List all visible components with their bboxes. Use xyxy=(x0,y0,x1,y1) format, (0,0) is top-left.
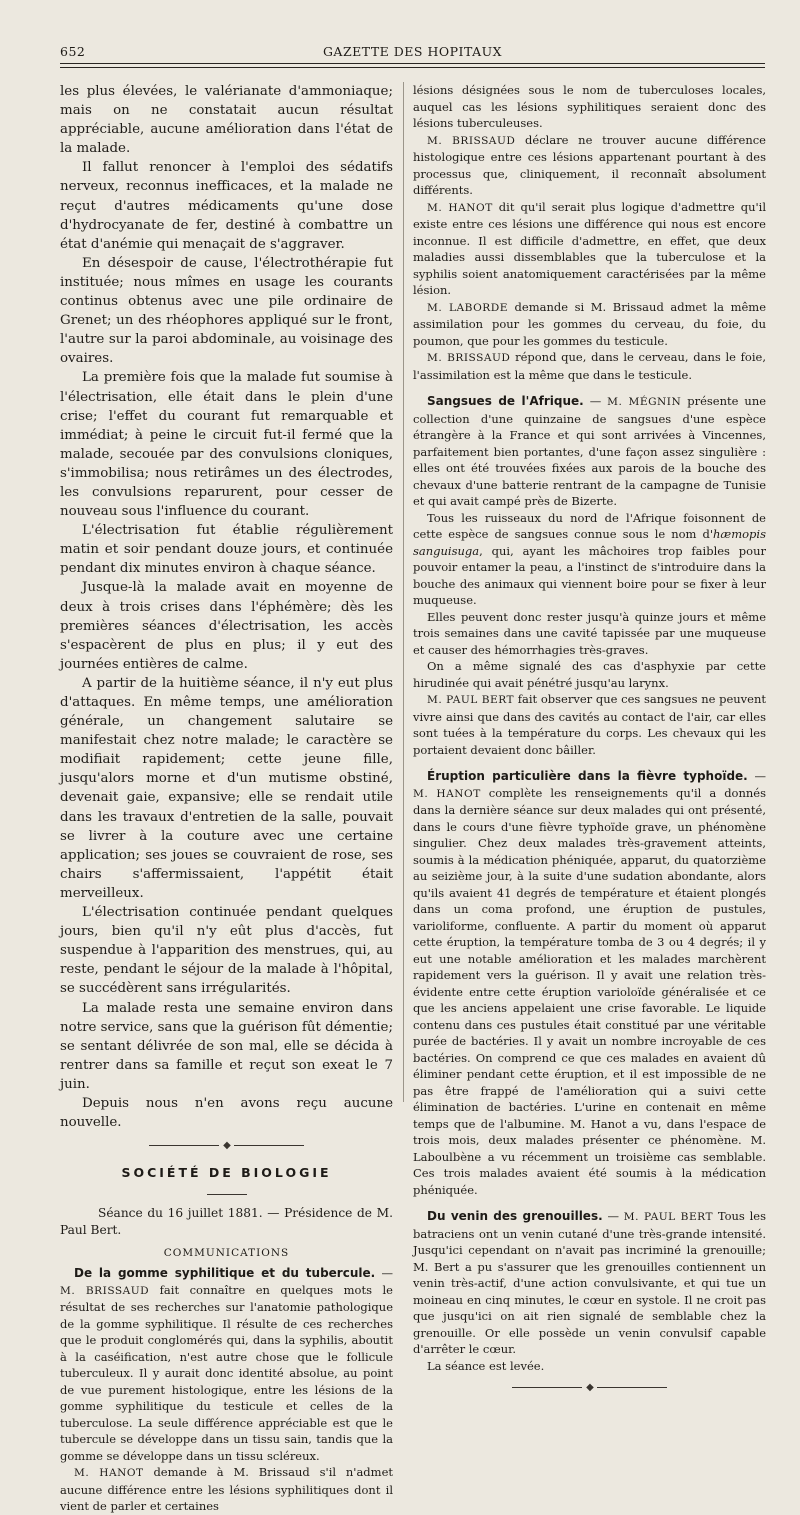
communication-title: Du venin des grenouilles. xyxy=(427,1209,603,1223)
seance-line: Séance du 16 juillet 1881. — Présidence de M. Paul Bert. xyxy=(60,1206,393,1238)
paragraph: A partir de la huitième séance, il n'y eut plus d'attaques. En même temps, une amélioration générale, un changement salutaire se manifestait chez notre malade; le caractère se modifiait rapidement; cette jeune fille, jusqu'alors morne et d'un mutisme obstiné, devenait gaie, expansive; elle se rendait utile dans les travaux d'entretien de la salle, pouvait se livrer à la couture avec une certaine application; ses joues se couvraient de rose, ses chairs s'affermissaient, l'appétit était merveilleux. xyxy=(60,675,393,901)
journal-title: GAZETTE DES HOPITAUX xyxy=(322,44,503,59)
paragraph: L'électrisation fut établie régulièrement matin et soir pendant douze jours, et continuée pendant dix minutes environ à chaque séance. xyxy=(60,523,393,577)
header-double-rule xyxy=(60,63,765,68)
communication-text: dit qu'il serait plus logique d'admettre qu'il existe entre ces lésions une différence qui nous est encore inconnue. Il est difficile d'admettre, en effet, que deux maladies aussi dissemblables que la tuberculose et la syphilis soient anatomiquement caractérisées par la même lésion. xyxy=(413,199,766,297)
paragraph: Elles peuvent donc rester jusqu'à quinze jours et même trois semaines dans une cavité tapissée par une muqueuse et causer des hémorrhagies très-graves. xyxy=(413,609,766,657)
speaker-name: M. HANOT xyxy=(413,787,481,800)
closing-line: La séance est levée. xyxy=(427,1358,545,1373)
gomme-communication: De la gomme syphilitique et du tubercule. — M. BRISSAUD fait connaître en quelques mots le résultat de ses recherches sur l'anatomie pathologique de la gomme syphilitique. Il résulte de ces recherches que le produit conglomérés qui, dans la syphilis, aboutit à la caséification, n'est autre chose que le follicule tuberculeux. Il y aurait donc identité absolue, au point de vue purement histologique, entre les lésions de la gomme syphilitique du testicule et celles de la tuberculose. La seule différence appréciable est que le tubercule se développe dans un tissu sain, tandis que la gomme se développe dans un tissu scléreux. M. HANOT demande à M. Brissaud s'il n'admet aucune différence entre les lésions syphilitiques dont il vient de parler et certaines xyxy=(60,1266,393,1514)
left-column xyxy=(60,82,393,1515)
speaker-name: M. PAUL BERT xyxy=(427,694,515,706)
speaker-name: M. BRISSAUD xyxy=(427,134,516,147)
communications-heading: COMMUNICATIONS xyxy=(163,1247,290,1260)
communication-text: fait observer que ces sangsues ne peuvent vivre ainsi que dans des cavités au contact de l'air, car elles sont tuées à la température du corps. Les chevaux qui les portaient devaient donc bâiller. xyxy=(413,692,767,757)
speaker-name: M. HANOT xyxy=(427,201,493,214)
speaker-name: M. MÉGNIN xyxy=(607,396,682,408)
communication-text: complète les renseignements qu'il a donnés dans la dernière séance sur deux malades qui ont présenté, dans le cours d'une fièvre typhoïde grave, un phénomène singulier. Chez deux malades très-gravement atteints, soumis à la médication phéniquée, apparut, du quatorzième au seizième jour, à la suite d'une sudation abondante, alors qu'ils avaient 41 degrés de température et étaient plongés dans un coma profond, une éruption de pustules, varioliforme, confluente. A partir du moment où apparut cette éruption, la température tomba de 3 ou 4 degrés; il y eut une notable amélioration et les malades marchèrent rapidement vers la guérison. Il y avait une relation très-évidente entre cette éruption varioloïde généralisée et ce que les anciens appelaient une crise favorable. Le liquide contenu dans ces pustules était constitué par une véritable purée de bactéries. Il y avait un nombre incroyable de ces bactéries. On comprend ce que ces malades en avaient dû éliminer pendant cette éruption, et il est impossible de ne pas être frappé de l'amélioration qui a suivi cette élimination de bactéries. L'urine en contenait en même temps que de l'albumine. M. Hanot a vu, dans l'espace de trois mois, deux malades présenter ce phénomène. M. Laboulbène a vu récemment un troisième cas semblable. Ces trois malades avaient été soumis à la médication phéniquée. xyxy=(413,785,767,1197)
right-column: lésions désignées sous le nom de tuberculoses locales, auquel cas les lésions syphilitiques seraient donc des lésions tuberculeuses. M. BRISSAUD déclare ne trouver aucune différence histologique entre ces lésions appartenant pourtant à des processus que, cliniquement, il reconnaît absolument différents. M. HANOT dit qu'il serait plus logique d'admettre qu'il existe entre ces lésions une différence qui nous est encore inconnue. Il est difficile d'admettre, en effet, que deux maladies aussi dissemblables que la tuberculose et la syphilis soient anatomiquement caractérisées par la même lésion. M. LABORDE demande si M. Brissaud admet la même assimilation pour les gommes du cerveau, du foie, du poumon, que pour les gommes du testicule. M. BRISSAUD répond que, dans le cerveau, dans le foie, l'assimilation est la même que dans le testicule. Sangsues de l'Afrique. — M. MÉGNIN présente une collection d'une quinzaine de sangsues d'une espèce étrangère à la France et qui sont arrivées à Vincennes, parfaitement bien portantes, d'une façon assez singulière : elles ont été trouvées fixées aux parois de la bouche des chevaux d'une batterie rentrant de la campagne de Tunisie et qui avait campé près de Bizerte. Tous les ruisseaux du nord de l'Afrique foisonnent de cette espèce de sangsues connue sous le nom d'hæmopis sanguisuga, qui, ayant les mâchoires trop faibles pour pouvoir entamer la peau, a l'instinct de s'introduire dans la bouche des animaux qui viennent boire pour se fixer à leur muqueuse. Elles peuvent donc rester jusqu'à quinze jours et même trois semaines dans une cavité tapissée par une muqueuse et causer des hémorrhagies très-graves. On a même signalé des cas d'asphyxie par cette hirudinée qui avait pénétré jusqu'au larynx. M. PAUL BERT fait observer que ces sangsues ne peuvent vivre ainsi que dans des cavités au contact de l'air, car elles sont tuées à la température du corps. Les chevaux qui les portaient devaient donc bâiller. Éruption particulière dans la fièvre typhoïde. — M. HANOT complète les renseignements qu'il a donnés dans la dernière séance sur deux malades qui ont présenté, dans le cours d'une fièvre typhoïde grave, un phénomène singulier. Chez deux malades très-gravement atteints, soumis à la médication phéniquée, apparut, du quatorzième au seizième jour, à la suite d'une sudation abondante, alors qu'ils avaient 41 degrés de température et étaient plongés dans un coma profond, une éruption de pustules, varioliforme, confluente. A partir du moment où apparut cette éruption, la température tomba de 3 ou 4 degrés; il y eut une notable amélioration et les malades marchèrent rapidement vers la guérison. Il y avait une relation très-évidente entre cette éruption varioloïde généralisée et ce que les anciens appelaient une crise favorable. Le liquide contenu dans ces pustules était constitué par une véritable purée de bactéries. Il y avait un nombre incroyable de ces bactéries. On comprend ce que ces malades en avaient dû éliminer pendant cette éruption, et il est impossible de ne pas être frappé de l'amélioration qui a suivi cette élimination de bactéries. L'urine en contenait en même temps que de l'albumine. M. Hanot a vu, dans l'espace de trois mois, deux malades présenter ce phénomène. M. Laboulbène a vu récemment un troisième cas semblable. Ces trois malades avaient été soumis à la médication phéniquée. Du venin des grenouilles. — M. PAUL BERT Tous les batraciens ont un venin cutané d'une très-grande intensité. Jusqu'ici cependant on n'avait pas incriminé la grenouille; M. Bert a pu s'assurer que les grenouilles contiennent un venin très-actif, d'une action convulsivante, et qui tue un moineau en cinq minutes, le cœur en systole. Il ne croit pas que jusqu'ici on ait rien signalé de semblable chez la grenouille. Or elle possède un venin convulsif capable d'arrêter le cœur. La séance est levée. ◆ xyxy=(413,83,767,1393)
speaker-name: M. PAUL BERT xyxy=(623,1211,714,1223)
communication-title: De la gomme syphilitique et du tubercule. xyxy=(74,1266,376,1281)
paragraph: La première fois que la malade fut soumise à l'électrisation, elle était dans le plein d'une crise; l'effet du courant fut remarquable et immédiat; à peine le circuit fut-il fermé que la malade, secouée par des convulsions cloniques, s'immobilisa; nous retirâmes un des électrodes, les convulsions reparurent, pour cesser de nouveau sous l'influence du courant. xyxy=(60,370,393,520)
communication-title: Sangsues de l'Afrique. xyxy=(427,394,584,408)
paragraph: Depuis nous n'en avons reçu aucune nouvelle. xyxy=(60,1095,393,1131)
speaker-name: M. HANOT xyxy=(74,1467,144,1480)
communication-text: , qui, ayant les mâchoires trop faibles pour pouvoir entamer la peau, a l'instinct de s'introduire dans la bouche des animaux qui viennent boire pour se fixer à leur muqueuse. xyxy=(413,543,766,607)
section-ornament: ◆ xyxy=(60,1140,393,1151)
communication-text: répond que, dans le cerveau, dans le foie, l'assimilation est la même que dans le testicule. xyxy=(413,350,766,382)
communication-text: Tous les ruisseaux du nord de l'Afrique foisonnent de cette espèce de sangsues connue sous le nom d' xyxy=(413,510,766,541)
section-title-rule xyxy=(207,1194,247,1195)
communication-text: Tous les batraciens ont un venin cutané d'une très-grande intensité. Jusqu'ici cependant on n'avait pas incriminé la grenouille; M. Bert a pu s'assurer que les grenouilles contiennent un venin très-actif, d'une action convulsivante, et qui tue un moineau en cinq minutes, le cœur en systole. Il ne croit pas que jusqu'ici on ait rien signalé de semblable chez la grenouille. Or elle possède un venin convulsif capable d'arrêter le cœur. xyxy=(413,1209,767,1356)
communication-text: déclare ne trouver aucune différence histologique entre ces lésions appartenant pourtant à des processus que, cliniquement, il reconnaît absolument différents. xyxy=(413,132,766,197)
paragraph: En désespoir de cause, l'électrothérapie fut instituée; nous mîmes en usage les courants continus obtenus avec une pile ordinaire de Grenet; un des rhéophores appliqué sur le front, l'autre sur la paroi abdominale, au voisinage des ovaires. xyxy=(60,255,393,367)
communication-text: demande si M. Brissaud admet la même assimilation pour les gommes du cerveau, du foie, du poumon, que pour les gommes du testicule. xyxy=(413,299,767,348)
paragraph: L'électrisation continuée pendant quelques jours, bien qu'il n'y eût plus d'accès, fut suspendue à l'apparition des menstrues, qui, au reste, pendant le séjour de la malade à l'hôpital, se succédèrent sans irrégularités. xyxy=(60,905,393,997)
communication-title: Éruption particulière dans la fièvre typhoïde. xyxy=(427,769,748,783)
page-header xyxy=(60,44,765,64)
article-continuation xyxy=(60,82,393,1132)
page-number: 652 xyxy=(60,44,86,59)
speaker-name: M. BRISSAUD xyxy=(60,1284,150,1297)
end-ornament: ◆ xyxy=(413,1382,766,1393)
speaker-name: M. LABORDE xyxy=(427,301,508,314)
communication-text: présente une collection d'une quinzaine de sangsues d'une espèce étrangère à la France et qui sont arrivées à Vincennes, parfaitement bien portantes, d'une façon assez singulière : elles ont été trouvées fixées aux parois de la bouche des chevaux d'une batterie rentrant de la campagne de Tunisie et qui avait campé près de Bizerte. xyxy=(413,394,767,508)
speaker-name: M. BRISSAUD xyxy=(427,352,511,364)
paragraph: les plus élevées, le valérianate d'ammoniaque; mais on ne constatait aucun résultat appréciable, aucune amélioration dans l'état de la malade. xyxy=(60,84,393,157)
communication-text: demande à M. Brissaud s'il n'admet aucune différence entre les lésions syphilitiques dont il vient de parler et certaines xyxy=(60,1465,393,1514)
paragraph: Jusque-là la malade avait en moyenne de deux à trois crises dans l'éphémère; dès les premières séances d'électrisation, les accès s'espacèrent de plus en plus; il y eut des journées entières de calme. xyxy=(60,580,393,672)
paragraph: Il fallut renoncer à l'emploi des sédatifs nerveux, reconnus inefficaces, et la malade ne reçut d'autres médicaments qu'une dose d'hydrocyanate de fer, destiné à combattre un état d'anémie qui menaçait de s'aggraver. xyxy=(60,160,393,252)
paragraph: La malade resta une semaine environ dans notre service, sans que la guérison fût démentie; se sentant délivrée de son mal, elle se décida à rentrer dans sa famille et reçut son exeat le 7 juin. xyxy=(60,1000,393,1092)
section-title: SOCIÉTÉ DE BIOLOGIE xyxy=(121,1165,332,1181)
communication-text: fait connaître en quelques mots le résultat de ses recherches sur l'anatomie pathologique de la gomme syphilitique. Il résulte de ces recherches que le produit conglomérés qui, dans la syphilis, aboutit à la caséification, n'est autre chose que le follicule tuberculeux. Il y aurait donc identité absolue, au point de vue purement histologique, entre les lésions de la gomme syphilitique du testicule et celles de la tuberculose. La seule différence appréciable est que le tubercule se développe dans un tissu sain, tandis que la gomme se développe dans un tissu scléreux. xyxy=(60,1282,393,1463)
paragraph: On a même signalé des cas d'asphyxie par cette hirudinée qui avait pénétré jusqu'au larynx. xyxy=(413,659,766,690)
paragraph: lésions désignées sous le nom de tuberculoses locales, auquel cas les lésions syphilitiques seraient donc des lésions tuberculeuses. xyxy=(413,83,766,130)
species-name: hæmopis sanguisuga xyxy=(413,527,766,558)
column-divider xyxy=(403,82,404,1102)
